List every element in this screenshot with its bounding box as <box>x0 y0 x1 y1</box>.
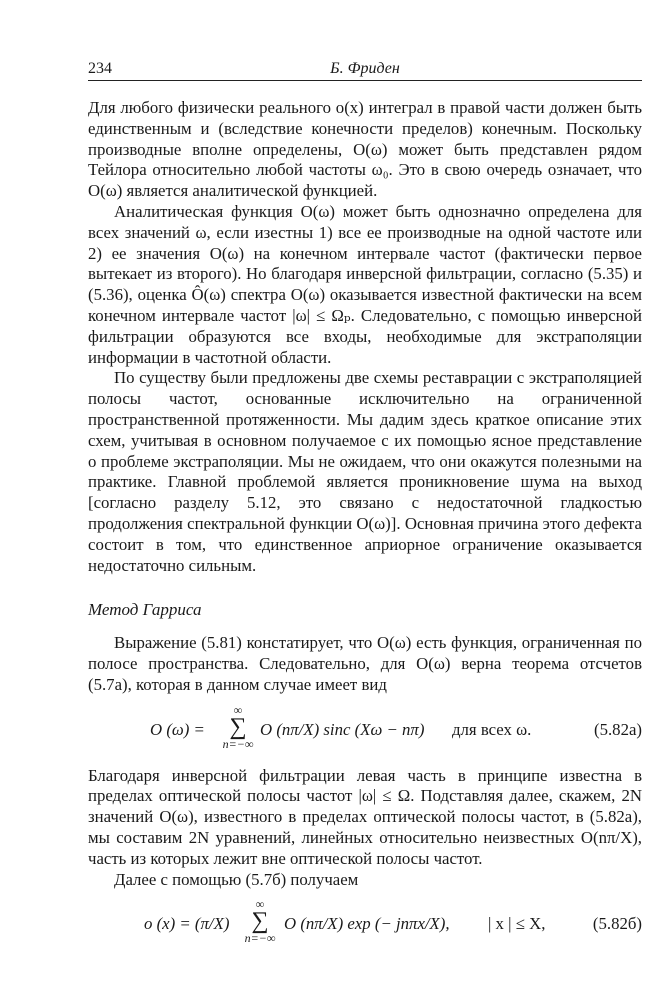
page-body <box>88 98 642 954</box>
sum-symbol: ∑ <box>229 713 247 740</box>
sum-upper-limit: ∞ <box>255 897 265 912</box>
paragraph: Выражение (5.81) констатирует, что O(ω) есть функция, ограниченная по полосе пространства. Следовательно, для O(ω) верна теорема отсчетов (5.7а), которая в данном случае имеет вид <box>88 633 642 694</box>
page-number: 234 <box>88 60 112 77</box>
equation-lhs: o (x) = (π/X) <box>144 914 230 934</box>
sum-lower-limit: n=−∞ <box>244 931 276 946</box>
equation-5-82b <box>88 898 642 954</box>
sum-lower-limit: n=−∞ <box>222 736 254 751</box>
section-title: Метод Гарриса <box>88 600 202 620</box>
paragraph: Аналитическая функция O(ω) может быть однозначно определена для всех значений ω, если изестны 1) все ее производные на одной частоте или 2) ее значения O(ω) на конечном интервале частот (фактически первое вытекает из второго). Но благодаря инверсной фильтрации, согласно (5.35) и (5.36), оценка Ô(ω) спектра O(ω) оказывается известной фактически на всем конечном интервале частот |ω| ≤ Ωₚ. Следовательно, с помощью инверсной фильтрации образуются все входы, необходимые для экстраполяции информации в частотной области. <box>88 201 642 367</box>
sum-upper-limit: ∞ <box>233 702 243 717</box>
equation-5-82a <box>88 704 642 760</box>
page-header <box>88 58 642 81</box>
paragraph: Для любого физически реального o(x) интеграл в правой части должен быть единственным и (вследствие конечности пределов) конечным. Поскольку производные вполне определены, O(ω) может быть представлен рядом Тейлора относительно любой частоты ω₀. Это в свою очередь означает, что O(ω) является аналитической функцией. <box>88 98 642 201</box>
running-head: Б. Фриден <box>330 60 400 77</box>
paragraph: По существу были предложены две схемы реставрации с экстраполяцией полосы частот, основанные исключительно на ограниченной пространственной протяженности. Мы дадим здесь краткое описание этих схем, учитывая в основном получаемое с их помощью ясное представление о проблеме экстраполяции. Мы не ожидаем, что они окажутся полезными на практике. Главной проблемой является проникновение шума на выход [согласно разделу 5.12, это связано с недостаточной гладкостью продолжения спектральной функции O(ω)]. Основная причина этого дефекта состоит в том, что единственное априорное ограничение оказывается недостаточно сильным. <box>88 368 642 575</box>
equation-lhs: O (ω) = <box>150 719 205 739</box>
sum-symbol: ∑ <box>251 908 269 935</box>
equation-rhs: O (nπ/X) sinc (Xω − nπ) <box>260 719 425 739</box>
equation-condition: | x | ≤ X, <box>488 914 546 934</box>
summation <box>218 704 258 750</box>
equation-number: (5.82а) <box>594 719 642 739</box>
equation-number: (5.82б) <box>592 914 642 934</box>
paragraph: Благодаря инверсной фильтрации левая часть в принципе известна в пределах оптической полосы частот |ω| ≤ Ω. Подставляя далее, скажем, 2N значений O(ω), известного в пределах оптической полосы частот, в (5.82а), мы составим 2N уравнений, линейных относительно неизвестных O(nπ/X), часть из которых лежит вне оптической полосы частот. <box>88 765 642 868</box>
equation-condition: для всех ω. <box>452 719 532 739</box>
summation <box>240 898 280 944</box>
equation-rhs: O (nπ/X) exp (− jnπx/X), <box>284 914 450 934</box>
paragraph: Далее с помощью (5.7б) получаем <box>114 869 359 889</box>
